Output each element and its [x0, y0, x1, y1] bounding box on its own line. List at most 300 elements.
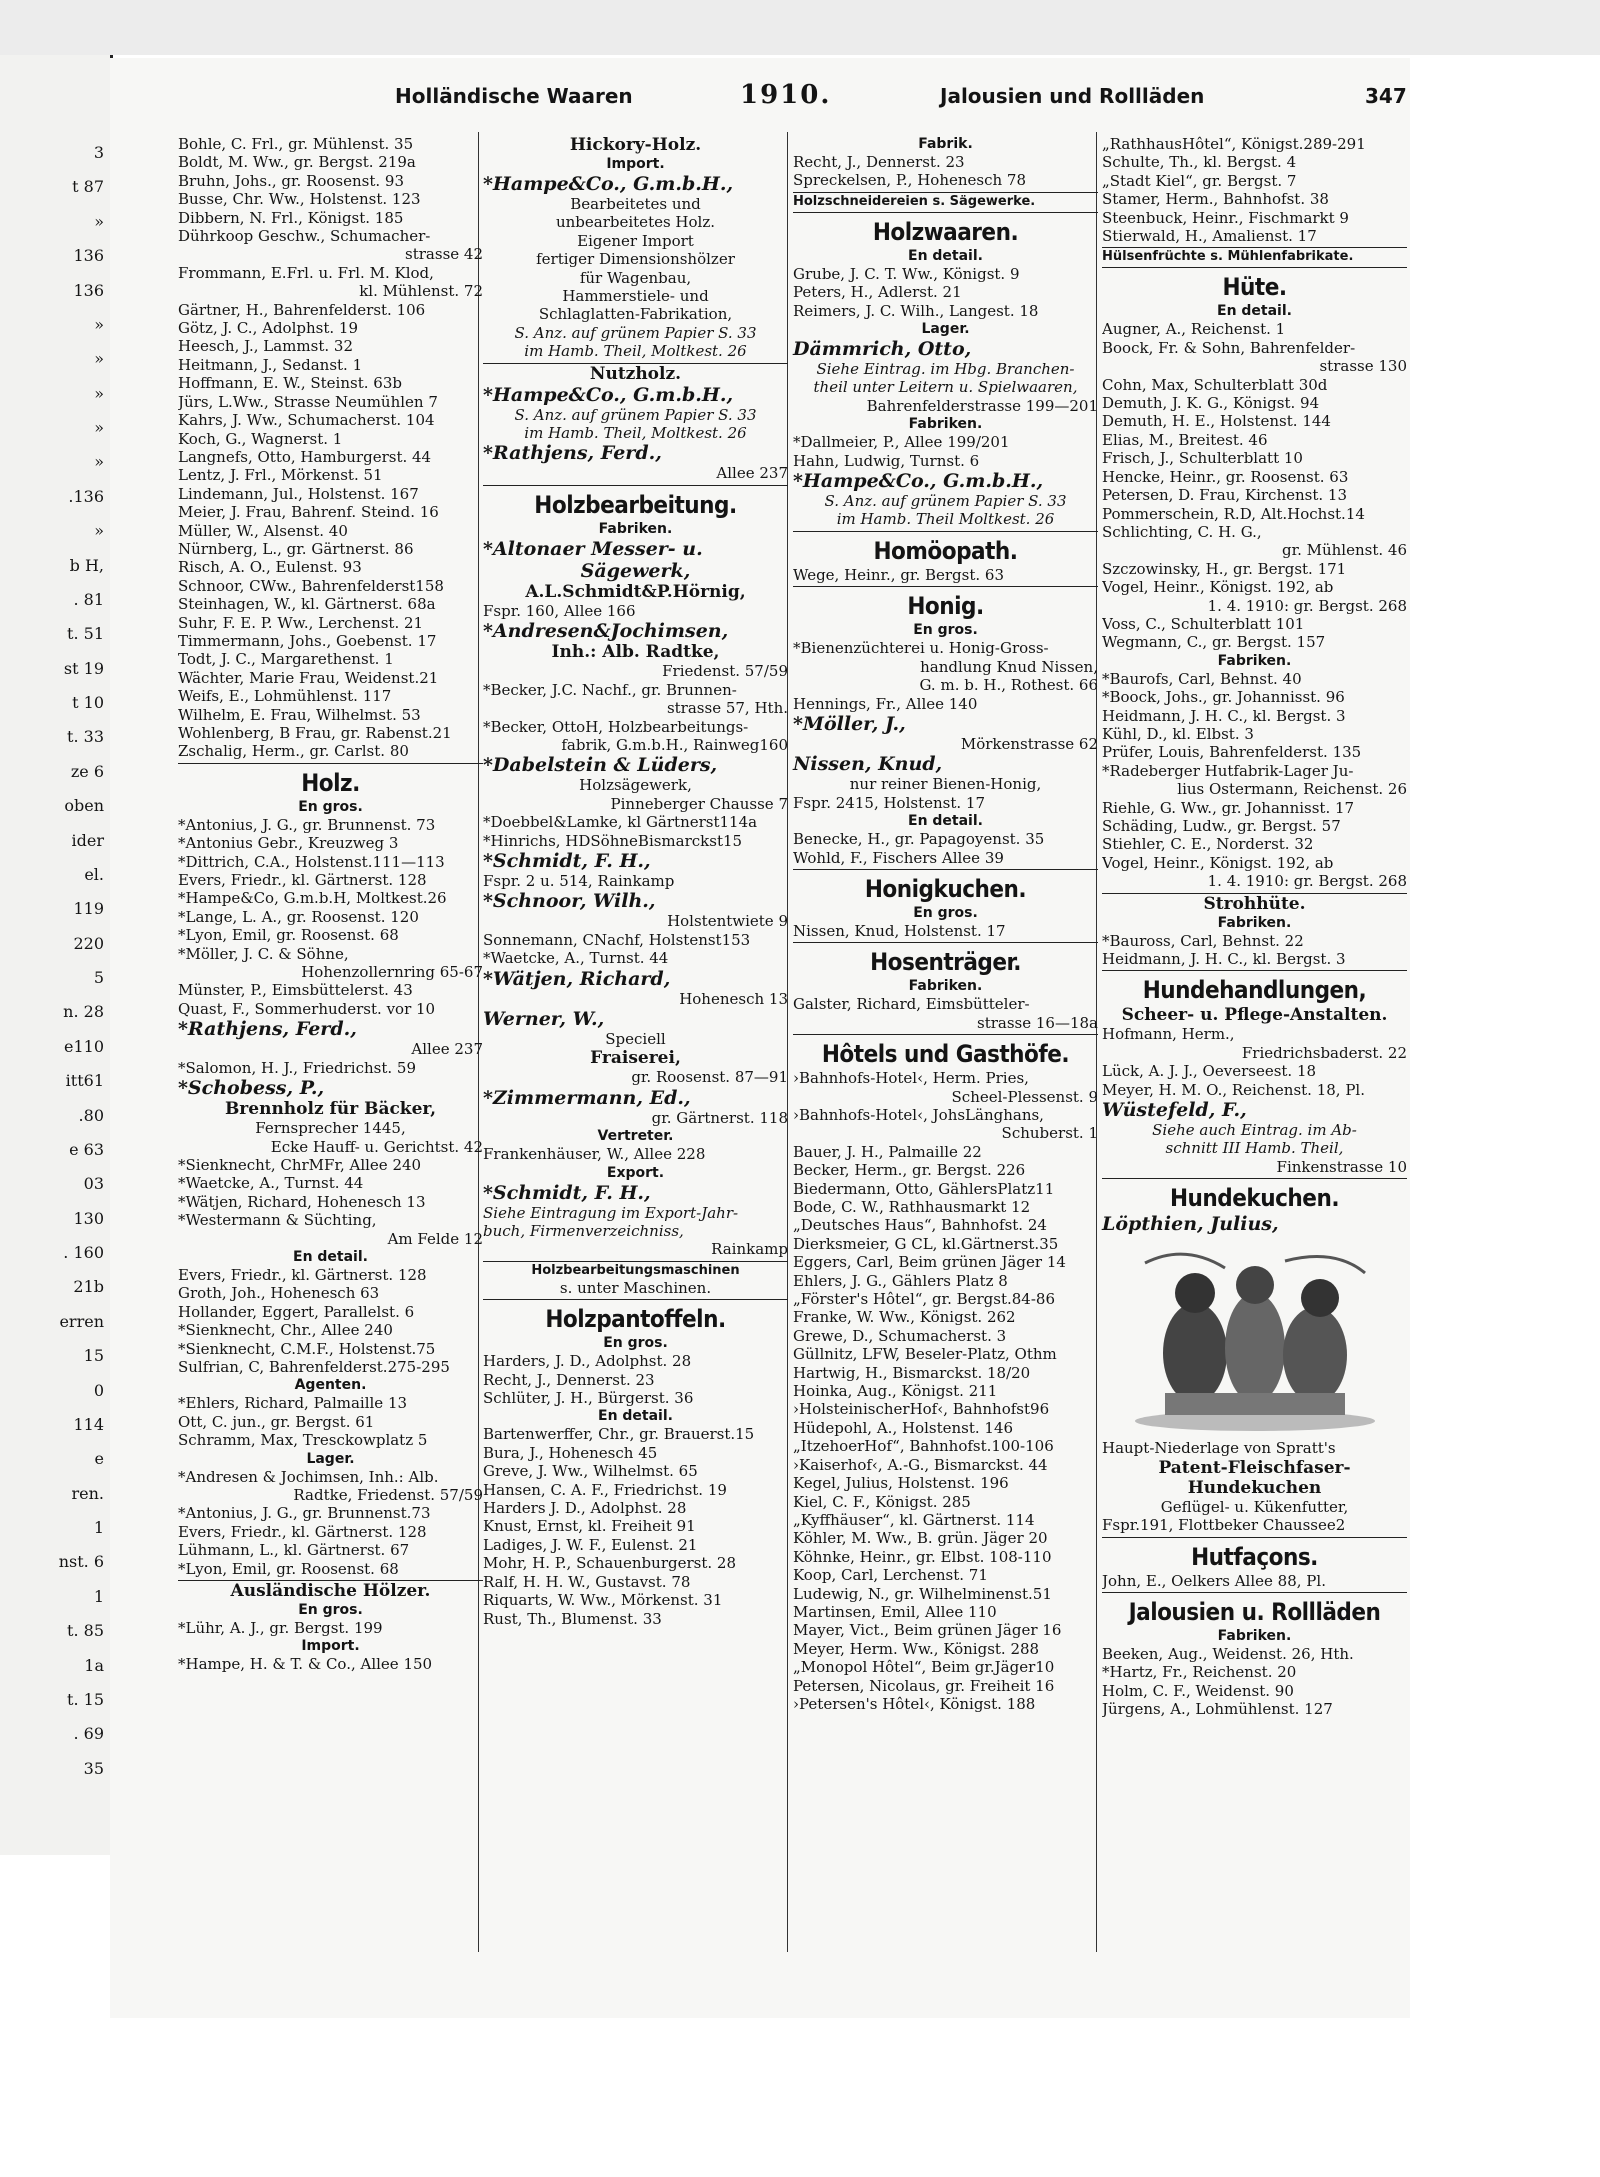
entry-line: Mohr, H. P., Schauenburgerst. 28: [483, 1554, 736, 1573]
section-heading: Hüte.: [1222, 273, 1287, 302]
entry-line: Spreckelsen, P., Hohenesch 78: [793, 171, 1098, 192]
entry-line: *Antonius, J. G., gr. Brunnenst. 73: [178, 815, 436, 834]
entry-line: ›Petersen's Hôtel‹, Königst. 188: [793, 1694, 1036, 1713]
entry-line: Steinhagen, W., kl. Gärtnerst. 68a: [178, 595, 436, 614]
entry-line: Cohn, Max, Schulterblatt 30d: [1102, 375, 1328, 394]
margin-fragment: n. 28: [63, 1002, 104, 1022]
bold-heading: Brennholz für Bäcker,: [224, 1099, 437, 1120]
entry-line: Güllnitz, LFW, Beseler-Platz, Othm: [793, 1345, 1057, 1364]
entry-line: Siehe auch Eintrag. im Ab-: [1152, 1121, 1357, 1140]
entry-line: Mayer, Vict., Beim grünen Jäger 16: [793, 1621, 1062, 1640]
entry-line: *Hartz, Fr., Reichenst. 20: [1102, 1663, 1297, 1682]
entry-line: Siehe Eintrag. im Hbg. Branchen-: [816, 360, 1075, 379]
bold-heading: Patent-Fleischfaser-: [1158, 1457, 1351, 1478]
entry-line: Pinneberger Chausse 7: [610, 794, 788, 813]
entry-line: *Wätjen, Richard, Hohenesch 13: [178, 1192, 426, 1211]
margin-fragment: 5: [93, 968, 104, 987]
entry-line: Groth, Joh., Hohenesch 63: [178, 1284, 380, 1303]
entry-line: Nissen, Knud, Holstenst. 17: [793, 922, 1098, 943]
entry-line: Lentz, J. Frl., Mörkenst. 51: [178, 466, 383, 485]
firm-name: Löpthien, Julius,: [1102, 1213, 1279, 1236]
entry-line: *Antonius, J. G., gr. Brunnenst.73: [178, 1504, 431, 1523]
entry-line: *Hampe&Co, G.m.b.H, Moltkest.26: [178, 889, 447, 908]
section-heading: Hundehandlungen,: [1142, 976, 1367, 1005]
entry-line: Nürnberg, L., gr. Gärtnerst. 86: [178, 539, 414, 558]
entry-line: Schlüter, J. H., Bürgerst. 36: [483, 1389, 694, 1408]
margin-fragment: .136: [68, 486, 104, 506]
margin-fragment: 130: [73, 1208, 104, 1228]
subsection-label: En gros.: [913, 904, 978, 921]
entry-line: fabrik, G.m.b.H., Rainweg160: [561, 735, 788, 754]
entry-line: Evers, Friedr., kl. Gärtnerst. 128: [178, 1265, 427, 1284]
entry-line: Holzsägewerk,: [579, 776, 692, 795]
margin-fragment: »: [94, 521, 104, 541]
entry-line: Holm, C. F., Weidenst. 90: [1102, 1681, 1294, 1700]
header-right-title: Jalousien und Rollläden: [940, 84, 1205, 108]
entry-line: Allee 237: [483, 464, 788, 485]
entry-line: *Becker, J.C. Nachf., gr. Brunnen-: [483, 680, 737, 699]
entry-line: Radtke, Friedenst. 57/59: [293, 1486, 483, 1504]
entry-line: Am Felde 12: [387, 1229, 483, 1248]
entry-line: Evers, Friedr., kl. Gärtnerst. 128: [178, 1522, 427, 1541]
firm-name: *Hampe&Co., G.m.b.H.,: [483, 383, 734, 406]
firm-name: *Schmidt, F. H.,: [483, 1181, 651, 1204]
entry-line: Heidmann, J. H. C., kl. Bergst. 3: [1102, 706, 1346, 725]
margin-fragment: 1: [93, 1586, 104, 1606]
entry-line: *Sienknecht, C.M.F., Holstenst.75: [178, 1339, 436, 1358]
entry-line: Hohenzollernring 65-67: [301, 963, 483, 982]
entry-line: Hohenesch 13: [679, 989, 788, 1008]
margin-fragment: st 19: [63, 658, 104, 678]
entry-line: Becker, Herm., gr. Bergst. 226: [793, 1161, 1026, 1180]
margin-fragment: 15: [83, 1346, 104, 1366]
margin-fragment: »: [94, 349, 104, 369]
entry-line: Hartwig, H., Bismarckst. 18/20: [793, 1363, 1031, 1382]
entry-line: *Lyon, Emil, gr. Roosenst. 68: [178, 1560, 483, 1581]
entry-line: Sulfrian, C, Bahrenfelderst.275-295: [178, 1357, 450, 1376]
entry-line: „Stadt Kiel“, gr. Bergst. 7: [1102, 171, 1297, 190]
margin-fragment: . 81: [73, 589, 104, 609]
firm-name: *Rathjens, Ferd.,: [483, 442, 662, 465]
subsection-label: Agenten.: [294, 1377, 367, 1394]
margin-fragment: 220: [73, 933, 104, 953]
entry-line: Harders J. D., Adolphst. 28: [483, 1499, 687, 1518]
entry-line: Recht, J., Dennerst. 23: [793, 153, 965, 171]
section-heading: Honig.: [907, 592, 984, 621]
entry-line: Wegmann, C., gr. Bergst. 157: [1102, 633, 1326, 652]
entry-line: „Förster's Hôtel“, gr. Bergst.84-86: [793, 1290, 1056, 1309]
entry-line: John, E., Oelkers Allee 88, Pl.: [1102, 1572, 1407, 1593]
entry-line: *Antonius Gebr., Kreuzweg 3: [178, 834, 399, 853]
entry-line: Riehle, G. Ww., gr. Johannisst. 17: [1102, 798, 1355, 817]
margin-fragment: el.: [84, 864, 104, 884]
section-heading: Homöopath.: [873, 536, 1018, 565]
firm-name: *Zimmermann, Ed.,: [483, 1086, 691, 1109]
margin-fragment: »: [94, 314, 104, 334]
entry-line: Ehlers, J. G., Gählers Platz 8: [793, 1271, 1008, 1290]
entry-line: Schnoor, CWw., Bahrenfelderst158: [178, 576, 444, 595]
entry-line: *Dallmeier, P., Allee 199/201: [793, 433, 1010, 452]
entry-line: Franke, W. Ww., Königst. 262: [793, 1308, 1016, 1327]
margin-fragment: 136: [73, 246, 104, 266]
entry-line: Ludewig, N., gr. Wilhelminenst.51: [793, 1584, 1052, 1603]
entry-line: Wohld, F., Fischers Allee 39: [793, 849, 1098, 870]
entry-line: *Sienknecht, ChrMFr, Allee 240: [178, 1155, 422, 1174]
entry-line: „Monopol Hôtel“, Beim gr.Jäger10: [793, 1658, 1055, 1677]
subsection-label: En gros.: [298, 1602, 363, 1619]
column-3: [793, 135, 1098, 1713]
margin-fragment: 1a: [84, 1655, 104, 1675]
entry-line: Bartenwerffer, Chr., gr. Brauerst.15: [483, 1425, 755, 1444]
entry-line: Riquarts, W. Ww., Mörkenst. 31: [483, 1591, 723, 1610]
entry-line: Siehe Eintragung im Export-Jahr-: [483, 1203, 739, 1222]
adjacent-page-edge: [0, 55, 113, 1855]
entry-line: Sonnemann, CNachf, Holstenst153: [483, 930, 751, 949]
entry-line: Mörkenstrasse 62: [960, 734, 1098, 753]
entry-line: Biedermann, Otto, GählersPlatz11: [793, 1179, 1055, 1198]
scan-background: [0, 0, 1600, 55]
margin-fragment: t. 33: [67, 727, 104, 747]
entry-line: *Sienknecht, Chr., Allee 240: [178, 1321, 393, 1340]
margin-fragment: 1: [93, 1518, 104, 1537]
entry-line: Stierwald, H., Amalienst. 17: [1102, 227, 1407, 248]
entry-line: Frommann, E.Frl. u. Frl. M. Klod,: [178, 263, 434, 282]
entry-line: Risch, A. O., Eulenst. 93: [178, 558, 362, 577]
header-left-title: Holländische Waaren: [395, 84, 633, 108]
entry-line: Fspr. 2 u. 514, Rainkamp: [483, 871, 675, 890]
entry-line: Zschalig, Herm., gr. Carlst. 80: [178, 742, 483, 763]
entry-line: Hoffmann, E. W., Steinst. 63b: [178, 374, 402, 393]
page-header: [170, 80, 1410, 118]
entry-line: Koch, G., Wagnerst. 1: [178, 429, 343, 448]
entry-line: „Deutsches Haus“, Bahnhofst. 24: [793, 1216, 1047, 1235]
entry-line: gr. Roosenst. 87—91: [631, 1068, 788, 1087]
entry-line: schnitt III Hamb. Theil,: [1165, 1139, 1344, 1158]
column-2: [483, 135, 788, 1628]
entry-line: S. Anz. auf grünem Papier S. 33: [514, 405, 757, 424]
subsection-label: En gros.: [913, 622, 978, 639]
section-heading: Holz.: [301, 768, 360, 797]
subsection-label: Fabriken.: [908, 978, 983, 995]
subsection-label: Vertreter.: [597, 1128, 674, 1145]
entry-line: gr. Mühlenst. 46: [1281, 541, 1407, 560]
entry-line: Petersen, D. Frau, Kirchenst. 13: [1102, 486, 1348, 505]
entry-line: Meyer, H. M. O., Reichenst. 18, Pl.: [1102, 1080, 1365, 1099]
entry-line: gr. Gärtnerst. 118: [651, 1108, 788, 1127]
entry-line: Peters, H., Adlerst. 21: [793, 283, 962, 302]
margin-fragment: e110: [63, 1036, 104, 1056]
entry-line: *Westermann & Süchting,: [178, 1211, 377, 1230]
entry-line: *Radeberger Hutfabrik-Lager Ju-: [1102, 761, 1354, 780]
entry-line: Gärtner, H., Bahrenfelderst. 106: [178, 300, 426, 319]
entry-line: s. unter Maschinen.: [483, 1279, 788, 1300]
entry-line: unbearbeitetes Holz.: [555, 213, 716, 232]
subsection-label: Fabriken.: [598, 520, 673, 537]
entry-line: Elias, M., Breitest. 46: [1102, 430, 1268, 449]
entry-line: ›HolsteinischerHof‹, Bahnhofst96: [793, 1400, 1050, 1419]
entry-line: Hahn, Ludwig, Turnst. 6: [793, 451, 980, 470]
entry-line: Götz, J. C., Adolphst. 19: [178, 319, 358, 338]
entry-line: Heesch, J., Lammst. 32: [178, 337, 353, 356]
entry-line: *Lühr, A. J., gr. Bergst. 199: [178, 1619, 383, 1638]
entry-line: Stamer, Herm., Bahnhofst. 38: [1102, 190, 1329, 209]
entry-line: Harders, J. D., Adolphst. 28: [483, 1352, 692, 1371]
entry-line: Jürgens, A., Lohmühlenst. 127: [1102, 1700, 1333, 1719]
cross-reference: Hülsenfrüchte s. Mühlenfabrikate.: [1102, 248, 1407, 268]
entry-line: ›Kaiserhof‹, A.-G., Bismarckst. 44: [793, 1455, 1048, 1474]
firm-name: *Hampe&Co., G.m.b.H.,: [483, 173, 734, 195]
entry-line: fertiger Dimensionshölzer: [536, 250, 735, 269]
section-heading: Holzpantoffeln.: [545, 1305, 726, 1334]
margin-fragment: t. 51: [67, 624, 104, 644]
margin-fragment: 21b: [73, 1277, 104, 1297]
entry-line: im Hamb. Theil, Moltkest. 26: [524, 424, 747, 443]
entry-line: Frisch, J., Schulterblatt 10: [1102, 449, 1303, 468]
bold-heading: Hundekuchen: [1187, 1477, 1322, 1498]
entry-line: Evers, Friedr., kl. Gärtnerst. 128: [178, 871, 427, 890]
entry-line: Demuth, J. K. G., Königst. 94: [1102, 394, 1320, 413]
entry-line: für Wagenbau,: [579, 268, 692, 287]
entry-line: buch, Firmenverzeichniss,: [483, 1222, 684, 1240]
entry-line: Schlaglatten-Fabrikation,: [538, 305, 733, 324]
entry-line: Koop, Carl, Lerchenst. 71: [793, 1566, 988, 1585]
margin-fragment: e: [94, 1449, 104, 1469]
margin-fragment: t 10: [72, 693, 104, 712]
entry-line: Hoinka, Aug., Königst. 211: [793, 1382, 998, 1401]
section-heading: Hosenträger.: [870, 948, 1021, 977]
entry-line: Heitmann, J., Sedanst. 1: [178, 355, 363, 374]
entry-line: *Lange, L. A., gr. Roosenst. 120: [178, 907, 419, 926]
margin-fragment: »: [94, 211, 104, 231]
subsection-label: Fabriken.: [1217, 914, 1292, 931]
margin-fragment: oben: [64, 796, 104, 816]
entry-line: *Becker, OttoH, Holzbearbeitungs-: [483, 717, 749, 736]
bold-heading: A.L.Schmidt&P.Hörnig,: [525, 581, 746, 602]
entry-line: Benecke, H., gr. Papagoyenst. 35: [793, 830, 1045, 849]
entry-line: Friedenst. 57/59: [662, 662, 788, 681]
entry-line: Scheel-Plessenst. 9: [951, 1087, 1098, 1106]
entry-line: Hofmann, Herm.,: [1102, 1025, 1235, 1044]
entry-line: *Salomon, H. J., Friedrichst. 59: [178, 1058, 417, 1077]
entry-line: Vogel, Heinr., Königst. 192, ab: [1102, 853, 1334, 872]
entry-line: Demuth, H. E., Holstenst. 144: [1102, 412, 1331, 431]
firm-name: *Schmidt, F. H.,: [483, 849, 651, 872]
entry-line: Eggers, Carl, Beim grünen Jäger 14: [793, 1253, 1066, 1272]
entry-line: Geflügel- u. Kükenfutter,: [1160, 1497, 1349, 1516]
entry-line: Kiel, C. F., Königst. 285: [793, 1492, 971, 1511]
entry-line: ›Bahnhofs-Hotel‹, Herm. Pries,: [793, 1069, 1029, 1088]
entry-line: Eigener Import: [577, 231, 694, 250]
entry-line: Fspr. 160, Allee 166: [483, 601, 636, 620]
entry-line: *Hinrichs, HDSöhneBismarckst15: [483, 831, 743, 850]
entry-line: nur reiner Bienen-Honig,: [849, 775, 1042, 794]
entry-line: Bearbeitetes und: [570, 195, 701, 213]
entry-line: Beeken, Aug., Weidenst. 26, Hth.: [1102, 1644, 1354, 1663]
subsection-label: En detail.: [908, 247, 983, 264]
firm-name: *Andresen&Jochimsen,: [483, 620, 729, 643]
entry-line: Speciell: [605, 1029, 666, 1048]
margin-fragment: 114: [73, 1414, 104, 1434]
entry-line: Steenbuck, Heinr., Fischmarkt 9: [1102, 208, 1349, 227]
entry-line: „Kyffhäuser“, kl. Gärtnerst. 114: [793, 1510, 1035, 1529]
entry-line: Fspr.191, Flottbeker Chaussee2: [1102, 1516, 1407, 1537]
entry-line: 1. 4. 1910: gr. Bergst. 268: [1207, 596, 1407, 615]
subsection-label: Import.: [301, 1638, 360, 1655]
entry-line: Ladiges, J. W. F., Eulenst. 21: [483, 1535, 698, 1554]
entry-line: *Bauross, Carl, Behnst. 22: [1102, 931, 1304, 950]
margin-fragment: e 63: [69, 1139, 104, 1159]
entry-line: Fernsprecher 1445,: [255, 1119, 406, 1138]
margin-fragment: ider: [71, 830, 104, 850]
margin-fragment: nst. 6: [58, 1552, 104, 1572]
subsection-label: Lager.: [921, 321, 970, 338]
entry-line: Finkenstrasse 10: [1102, 1158, 1407, 1179]
entry-line: Stiehler, C. E., Norderst. 32: [1102, 835, 1314, 854]
firm-name: Wüstefeld, F.,: [1102, 1099, 1247, 1122]
firm-name: *Wätjen, Richard,: [483, 967, 671, 990]
entry-line: Bohle, C. Frl., gr. Mühlenst. 35: [178, 135, 414, 153]
entry-line: Galster, Richard, Eimsbütteler-: [793, 995, 1030, 1014]
bold-heading: Fraiserei,: [590, 1048, 681, 1069]
entry-line: Schramm, Max, Tresckowplatz 5: [178, 1431, 428, 1450]
margin-fragment: t 87: [72, 177, 104, 197]
entry-line: Heidmann, J. H. C., kl. Bergst. 3: [1102, 950, 1407, 971]
firm-name: Sägewerk,: [580, 559, 691, 582]
firm-name: *Altonaer Messer- u.: [483, 537, 703, 560]
section-heading: Hutfaçons.: [1191, 1542, 1318, 1571]
bold-heading: Strohhüte.: [1203, 893, 1306, 914]
margin-fragment: . 160: [63, 1243, 104, 1262]
entry-line: *Waetcke, A., Turnst. 44: [178, 1174, 364, 1193]
bold-heading: Nutzholz.: [589, 363, 682, 384]
entry-line: *Ehlers, Richard, Palmaille 13: [178, 1394, 408, 1413]
margin-fragment: t. 15: [67, 1689, 104, 1709]
entry-line: Lindemann, Jul., Holstenst. 167: [178, 484, 419, 503]
entry-line: S. Anz. auf grünem Papier S. 33: [514, 323, 757, 342]
entry-line: Dierksmeier, G CL, kl.Gärtnerst.35: [793, 1234, 1059, 1253]
firm-name: *Möller, J.,: [793, 712, 906, 735]
margin-fragment: 03: [83, 1174, 104, 1194]
firm-name: *Schobess, P.,: [178, 1077, 325, 1100]
entry-line: Haupt-Niederlage von Spratt's: [1102, 1439, 1336, 1458]
entry-line: Grewe, D., Schumacherst. 3: [793, 1326, 1007, 1345]
entry-line: 1. 4. 1910: gr. Bergst. 268: [1102, 872, 1407, 893]
entry-line: *Doebbel&Lamke, kl Gärtnerst114a: [483, 813, 758, 832]
bold-heading: Inh.: Alb. Radtke,: [551, 642, 720, 663]
entry-line: *Andresen & Jochimsen, Inh.: Alb.: [178, 1467, 439, 1486]
entry-line: Holstentwiete 9: [667, 912, 788, 931]
entry-line: Bura, J., Hohenesch 45: [483, 1443, 658, 1462]
entry-line: strasse 130: [1319, 357, 1407, 376]
entry-line: Schlichting, C. H. G.,: [1102, 522, 1262, 541]
subsection-label: En detail.: [1217, 303, 1292, 320]
subsection-label: En gros.: [298, 798, 363, 815]
entry-line: „ItzehoerHof“, Bahnhofst.100-106: [793, 1437, 1054, 1456]
entry-line: Köhler, M. Ww., B. grün. Jäger 20: [793, 1529, 1048, 1548]
page-number: 347: [1365, 84, 1407, 108]
entry-line: Wohlenberg, B Frau, gr. Rabenst.21: [178, 724, 452, 742]
entry-line: Meier, J. Frau, Bahrenf. Steind. 16: [178, 503, 439, 522]
entry-line: ›Bahnhofs-Hotel‹, JohsLänghans,: [793, 1105, 1044, 1124]
entry-line: Boock, Fr. & Sohn, Bahrenfelder-: [1102, 338, 1356, 357]
entry-line: Schuberst. 1: [1001, 1124, 1098, 1143]
margin-fragment: b H,: [69, 555, 104, 575]
entry-line: handlung Knud Nissen,: [920, 657, 1098, 676]
entry-line: Friedrichsbaderst. 22: [1241, 1043, 1407, 1062]
entry-line: Timmermann, Johs., Goebenst. 17: [178, 631, 437, 650]
entry-line: im Hamb. Theil, Moltkest. 26: [483, 342, 788, 363]
entry-line: Ott, C. jun., gr. Bergst. 61: [178, 1412, 375, 1431]
margin-fragment: 136: [73, 280, 104, 300]
entry-line: *Waetcke, A., Turnst. 44: [483, 949, 669, 968]
entry-line: G. m. b. H., Rothest. 66: [919, 676, 1098, 695]
entry-line: Rust, Th., Blumenst. 33: [483, 1609, 662, 1628]
entry-line: Schäding, Ludw., gr. Bergst. 57: [1102, 817, 1341, 835]
bold-heading: Hickory-Holz.: [569, 135, 702, 155]
entry-line: Dührkoop Geschw., Schumacher-: [178, 227, 431, 246]
firm-name: Werner, W.,: [483, 1007, 605, 1030]
entry-line: Grube, J. C. T. Ww., Königst. 9: [793, 264, 1020, 283]
margin-fragment: 3: [93, 143, 104, 162]
subsection-label: Fabriken.: [1217, 652, 1292, 669]
firm-name: *Hampe&Co., G.m.b.H.,: [793, 470, 1044, 493]
entry-line: Petersen, Nicolaus, gr. Freiheit 16: [793, 1676, 1055, 1695]
header-year: 1910.: [740, 80, 832, 110]
entry-line: Kühl, D., kl. Elbst. 3: [1102, 724, 1254, 743]
margin-fragment: »: [94, 418, 104, 437]
column-1: [178, 135, 483, 1674]
entry-line: Schulte, Th., kl. Bergst. 4: [1102, 153, 1297, 172]
entry-line: theil unter Leitern u. Spielwaaren,: [813, 378, 1078, 397]
entry-line: Müller, W., Alsenst. 40: [178, 521, 348, 540]
entry-line: Vogel, Heinr., Königst. 192, ab: [1102, 578, 1334, 597]
entry-line: strasse 42: [405, 245, 483, 264]
section-heading: Jalousien u. Rollläden: [1128, 1597, 1381, 1626]
entry-line: Frankenhäuser, W., Allee 228: [483, 1145, 706, 1164]
entry-line: Pommerschein, R.D, Alt.Hochst.14: [1102, 504, 1365, 523]
entry-line: Hammerstiele- und: [562, 287, 709, 306]
entry-line: Langnefs, Otto, Hamburgerst. 44: [178, 447, 432, 466]
entry-line: Jürs, L.Ww., Strasse Neumühlen 7: [178, 392, 438, 411]
section-heading: Hôtels und Gasthöfe.: [821, 1040, 1070, 1069]
entry-line: Knust, Ernst, kl. Freiheit 91: [483, 1517, 696, 1536]
entry-line: strasse 57, Hth.: [666, 699, 788, 718]
entry-line: „RathhausHôtel“, Königst.289-291: [1102, 135, 1366, 153]
entry-line: Prüfer, Louis, Bahrenfelderst. 135: [1102, 743, 1362, 762]
entry-line: Bauer, J. H., Palmaille 22: [793, 1142, 982, 1161]
entry-line: Rainkamp: [483, 1240, 788, 1261]
subsection-label: Fabrik.: [918, 136, 973, 152]
entry-line: Voss, C., Schulterblatt 101: [1102, 614, 1305, 633]
entry-line: *Hampe, H. & T. & Co., Allee 150: [178, 1655, 433, 1674]
subsection-label: Lager.: [306, 1450, 355, 1467]
entry-line: Ralf, H. H. W., Gustavst. 78: [483, 1572, 691, 1591]
subsection-label: Import.: [606, 156, 665, 172]
entry-line: Lühmann, L., kl. Gärtnerst. 67: [178, 1541, 410, 1560]
entry-line: *Boock, Johs., gr. Johannisst. 96: [1102, 688, 1345, 707]
entry-line: Meyer, Herm. Ww., Königst. 288: [793, 1639, 1040, 1658]
entry-line: Ecke Hauff- u. Gerichtst. 42: [270, 1137, 483, 1156]
entry-line: Dibbern, N. Frl., Königst. 185: [178, 208, 404, 227]
entry-line: Boldt, M. Ww., gr. Bergst. 219a: [178, 153, 416, 172]
subsection-label: Fabriken.: [1217, 1627, 1292, 1644]
margin-fragment: »: [94, 452, 104, 472]
section-heading: Honigkuchen.: [864, 874, 1027, 903]
entry-line: *Möller, J. C. & Söhne,: [178, 944, 349, 963]
entry-line: Greve, J. Ww., Wilhelmst. 65: [483, 1462, 698, 1481]
entry-line: Todt, J. C., Margarethenst. 1: [178, 650, 394, 669]
firm-name: Nissen, Knud,: [793, 753, 943, 776]
